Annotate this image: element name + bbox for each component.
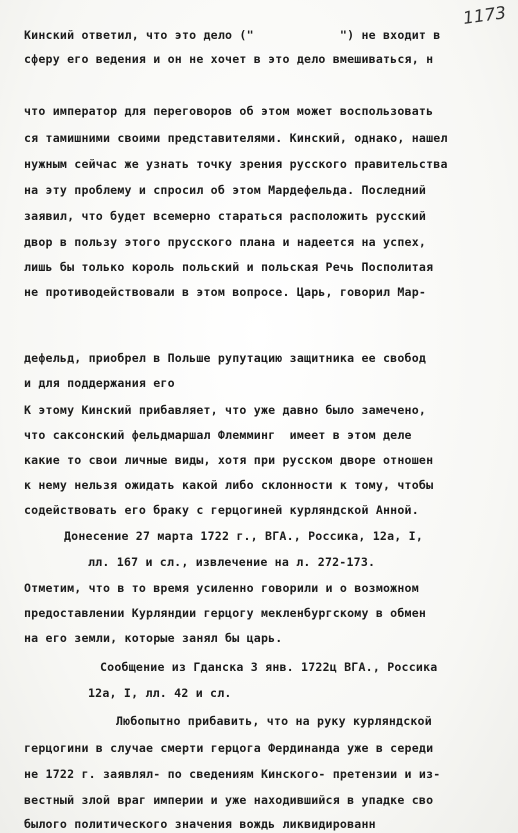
text-line: нужным сейчас же узнать точку зрения русского правительства [24,157,448,171]
text-line: на его земли, которые занял бы царь. [24,631,283,645]
text-line: Кинский ответил, что это дело (" ") не входит в [24,28,441,42]
text-line: былого политического значения вождь ликвидированн [24,817,376,831]
citation-line: 12а, I, лл. 42 и сл. [88,686,232,700]
text-line: к нему нельзя ожидать какой либо склонности к тому, чтобы [24,478,434,492]
text-line: и для поддержания его [24,376,175,390]
citation-line: Сообщение из Гданска 3 янв. 1722ц ВГА., Россика [100,660,438,674]
text-line: что император для переговоров об этом может воспользовать [24,104,434,118]
citation-line: Донесение 27 марта 1722 г., ВГА., Россика, 12а, I, [64,529,424,543]
text-line: герцогини в случае смерти герцога Фердинанда уже в середи [24,741,434,755]
text-line: что саксонский фельдмаршал Флемминг имеет в этом деле [24,428,412,442]
text-line: вестный злой враг империи и уже находившийся в упадке сво [24,793,434,807]
text-line: двор в пользу этого прусского плана и надеется на успех, [24,235,427,249]
text-line: лишь бы только король польский и польская Речь Посполитая [24,260,434,274]
text-line: не 1722 г. заявлял- по сведениям Кинского- претензии и из- [24,767,441,781]
text-line: ся тамишними своими представителями. Кинский, однако, нашел [24,131,448,145]
text-line: на эту проблему и спросил об этом Мардефельда. Последний [24,183,427,197]
text-line: К этому Кинский прибавляет, что уже давно было замечено, [24,403,427,417]
text-line: предоставлении Курляндии герцогу мекленбургскому в обмен [24,606,427,620]
text-line: какие то свои личные виды, хотя при русском дворе отношен [24,453,434,467]
text-line: заявил, что будет всемерно стараться расположить русский [24,209,427,223]
text-line: содействовать его браку с герцогиней курляндской Анной. [24,503,419,517]
text-line: сферу его ведения и он не хочет в это дело вмешиваться, н [24,52,434,66]
text-line: Отметим, что в то время усиленно говорили и о возможном [24,581,419,595]
text-line: дефельд, приобрел в Польше рупутацию защитника ее свобод [24,351,427,365]
text-line: Любопытно прибавить, что на руку курляндской [116,714,432,728]
text-line: не противодействовали в этом вопросе. Царь, говорил Мар- [24,285,427,299]
page-number: 1173 [461,3,508,29]
citation-line: лл. 167 и сл., извлечение на л. 272-173. [88,555,376,569]
